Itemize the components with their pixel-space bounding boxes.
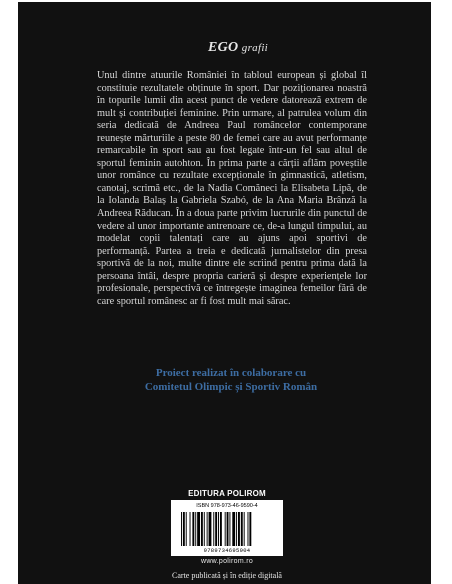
barcode-bar xyxy=(236,512,237,546)
barcode-bar xyxy=(186,512,187,546)
barcode-bar xyxy=(244,512,245,546)
ego-grafii-logo xyxy=(208,40,268,56)
barcode xyxy=(171,500,283,556)
publisher-name: EDITURA POLIROM xyxy=(188,489,266,498)
barcode-bar xyxy=(218,512,219,546)
blurb-text: Unul dintre atuurile României în tabloul european și global îl constituie rezultatele obținute în sport. Dar poziționarea noastră în topurile lumii din acest punct de vedere datorează extrem de mult și contribuției feminine. Prin urmare, al patrulea volum din seria dedicată de Andreea Paul româncelor contemporane reunește mărturiile a peste 80 de femei care au avut performanțe remarcabile în sport sau au fost legate într-un fel sau altul de sportul feminin autohton. În prima parte a cărții aflăm poveștile unor românce cu rezultate excepționale în gimnastică, atletism, canotaj, scrimă etc., de la Nadia Comăneci la Elisabeta Lipă, de la Iolanda Balaș la Gabriela Szabó, de la Ana Maria Brânză la Andreea Răducan. În a doua parte privim lucrurile din punctul de vedere al unor importante antrenoare ce, de-a lungul timpului, au modelat copii talentați care au ajuns apoi sportivi de performanță. Partea a treia e dedicată jurnalistelor din presa sportivă de la noi, multe dintre ele scriind pentru prima dată la persoana întâi, despre propria carieră și despre experiențele lor profesionale, perspectivă ce întregește imaginea femeilor fără de care sportul românesc ar fi fost mult mai sărac. xyxy=(97,70,367,307)
barcode-bar xyxy=(201,512,203,546)
publisher-website: www.polirom.ro xyxy=(200,558,254,565)
barcode-bar xyxy=(232,512,235,546)
barcode-bar xyxy=(215,512,217,546)
barcode-bar xyxy=(190,512,191,546)
barcode-bars xyxy=(181,512,273,546)
digital-edition-note: Carte publicată și în ediție digitală xyxy=(172,571,282,580)
barcode-bar xyxy=(249,512,251,546)
barcode-bar xyxy=(195,512,196,546)
barcode-bar xyxy=(204,512,205,546)
barcode-bar xyxy=(192,512,194,546)
barcode-bar xyxy=(248,512,249,546)
barcode-bar xyxy=(229,512,230,546)
barcode-bar xyxy=(238,512,240,546)
isbn-text: ISBN 978-973-46-9590-4 xyxy=(196,503,258,509)
partner-note xyxy=(96,366,366,394)
barcode-bar xyxy=(213,512,214,546)
logo-ego: EGO xyxy=(208,40,239,55)
barcode-bar xyxy=(227,512,229,546)
barcode-bar xyxy=(241,512,243,546)
barcode-bar xyxy=(209,512,212,546)
barcode-bar xyxy=(197,512,200,546)
logo-grafii: grafii xyxy=(241,42,269,54)
barcode-bar xyxy=(183,512,185,546)
barcode-bar xyxy=(220,512,222,546)
barcode-bar xyxy=(181,512,182,546)
barcode-bar xyxy=(225,512,226,546)
partner-line-1: Proiect realizat în colaborare cu xyxy=(155,367,307,379)
partner-line-2: Comitetul Olimpic și Sportiv Român xyxy=(144,381,318,393)
barcode-bar xyxy=(207,512,208,546)
barcode-number: 9789734695904 xyxy=(203,547,251,554)
